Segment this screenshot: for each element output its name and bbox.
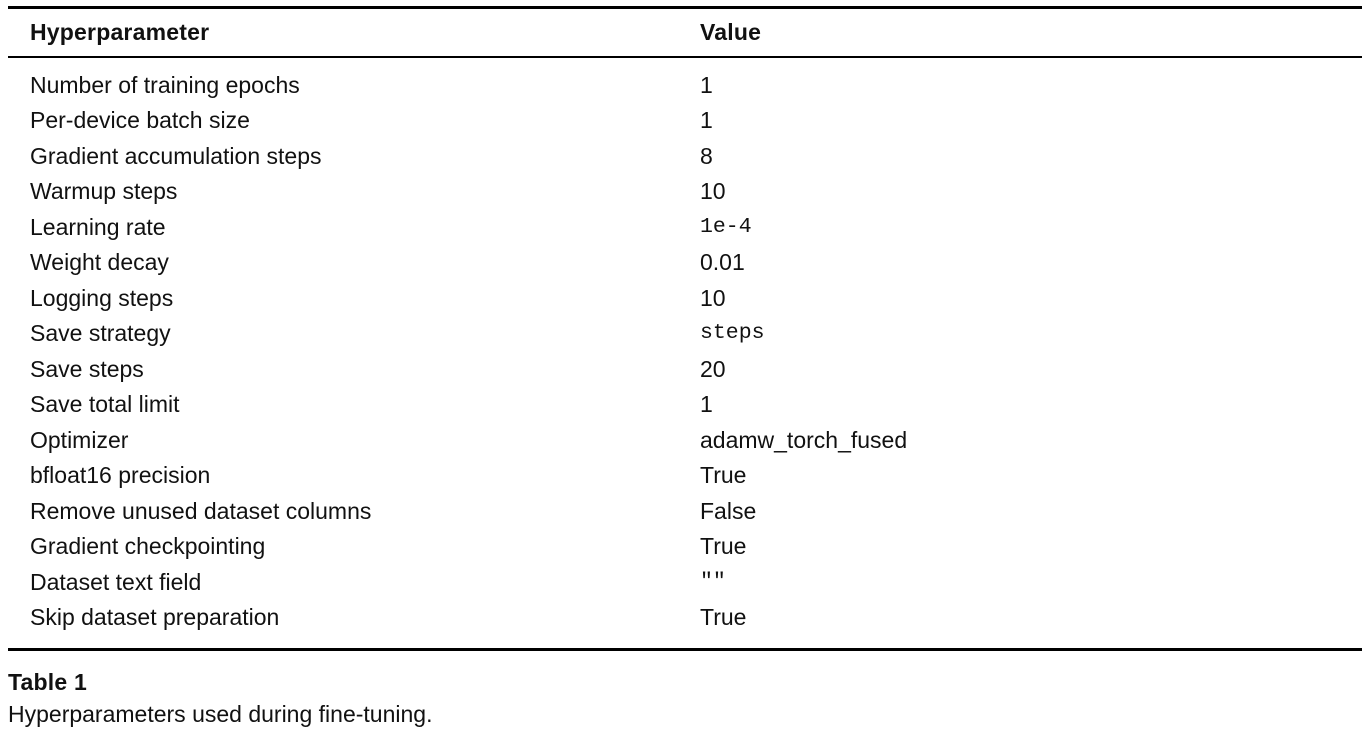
param-name-cell: Save total limit bbox=[30, 391, 180, 417]
param-name-cell: Learning rate bbox=[30, 213, 166, 240]
param-value-cell: 0.01 bbox=[700, 249, 745, 275]
param-value-cell: 1 bbox=[700, 391, 713, 417]
table-row bbox=[8, 529, 1362, 565]
column-header-value: Value bbox=[700, 8, 1362, 57]
param-name-cell: Remove unused dataset columns bbox=[30, 497, 372, 524]
param-name-cell: Per-device batch size bbox=[30, 107, 250, 133]
table-row bbox=[8, 494, 1362, 530]
param-value-cell: 10 bbox=[700, 178, 726, 204]
param-name-cell: bfloat16 precision bbox=[30, 462, 211, 488]
table-row bbox=[8, 565, 1362, 601]
param-value-cell: 1 bbox=[700, 107, 713, 133]
table-row bbox=[8, 103, 1362, 139]
table-row bbox=[8, 245, 1362, 281]
param-name-cell: Save steps bbox=[30, 355, 144, 382]
param-value-cell: 10 bbox=[700, 284, 726, 311]
param-name-cell: Weight decay bbox=[30, 249, 169, 275]
table-row bbox=[8, 387, 1362, 423]
table-caption-label: Table 1 bbox=[8, 668, 87, 695]
table-row bbox=[8, 139, 1362, 175]
table-row bbox=[8, 210, 1362, 246]
hyperparameters-table bbox=[8, 6, 1362, 651]
param-name-cell: Gradient checkpointing bbox=[30, 533, 266, 559]
table-caption bbox=[8, 666, 1362, 730]
param-name-cell: Gradient accumulation steps bbox=[30, 142, 322, 169]
param-value-cell: 1 bbox=[700, 71, 713, 98]
table-header-row bbox=[8, 8, 1362, 57]
param-value-cell: True bbox=[700, 462, 747, 488]
param-value-cell: True bbox=[700, 604, 747, 630]
param-value-cell: steps bbox=[700, 321, 765, 345]
table-row bbox=[8, 458, 1362, 494]
param-name-cell: Dataset text field bbox=[30, 568, 202, 595]
param-value-cell: 20 bbox=[700, 355, 726, 382]
param-name-cell: Warmup steps bbox=[30, 178, 178, 204]
param-value-cell: "" bbox=[700, 569, 726, 594]
column-header-hyperparameter: Hyperparameter bbox=[8, 8, 700, 57]
param-name-cell: Save strategy bbox=[30, 320, 171, 346]
table-row bbox=[8, 316, 1362, 352]
param-value-cell: adamw_torch_fused bbox=[700, 426, 908, 453]
table-row bbox=[8, 174, 1362, 210]
param-name-cell: Optimizer bbox=[30, 426, 129, 453]
param-value-cell: True bbox=[700, 533, 747, 559]
table-row bbox=[8, 281, 1362, 317]
table-row bbox=[8, 352, 1362, 388]
table-caption-text: Hyperparameters used during fine-tuning. bbox=[8, 700, 433, 727]
table-row bbox=[8, 57, 1362, 104]
param-value-cell: 8 bbox=[700, 142, 713, 169]
table-body bbox=[8, 57, 1362, 650]
param-value-cell: False bbox=[700, 497, 757, 524]
param-name-cell: Skip dataset preparation bbox=[30, 604, 280, 630]
param-name-cell: Number of training epochs bbox=[30, 71, 300, 98]
table-row bbox=[8, 600, 1362, 649]
table-row bbox=[8, 423, 1362, 459]
param-name-cell: Logging steps bbox=[30, 284, 174, 311]
param-value-cell: 1e-4 bbox=[700, 214, 752, 239]
